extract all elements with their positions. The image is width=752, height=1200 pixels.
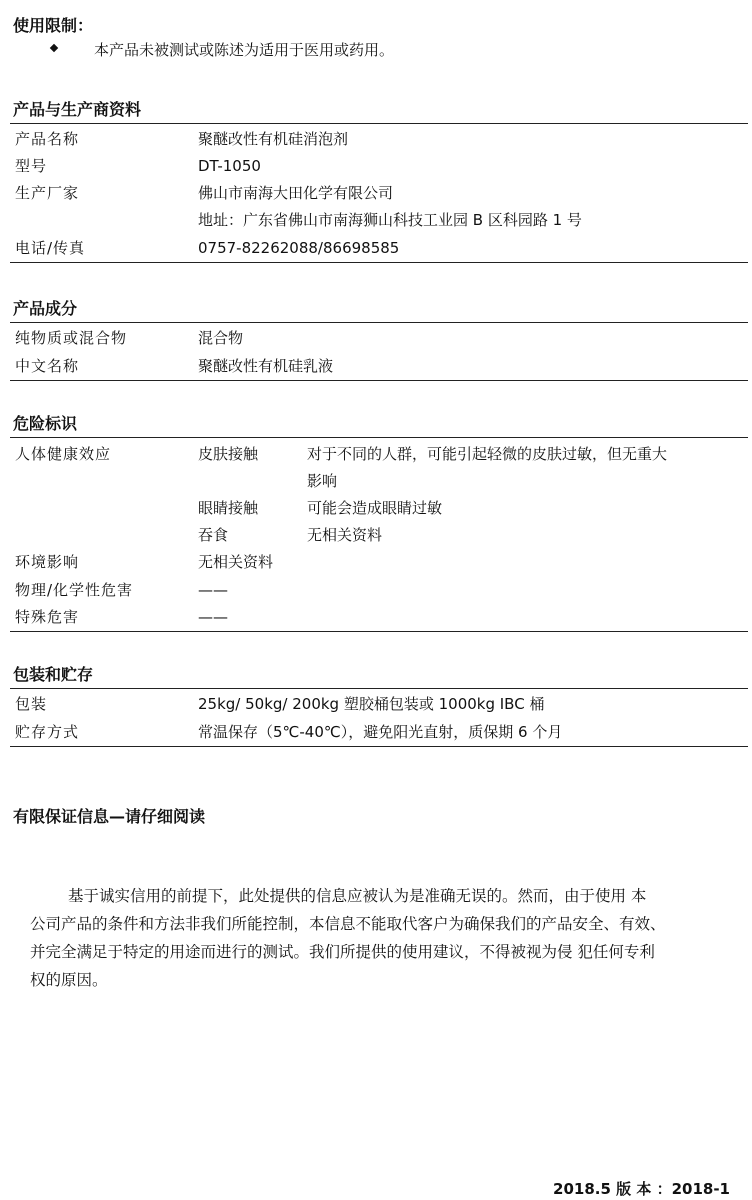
hazard-bottom-rule — [10, 631, 748, 632]
warranty-line: 并完全满足于特定的用途而进行的测试。我们所提供的使用建议，不得被视为侵 犯任何专利 — [30, 943, 655, 961]
physchem-hazard-value: —— — [198, 581, 228, 599]
skin-contact-label: 皮肤接触 — [198, 445, 259, 463]
warranty-line: 基于诚实信用的前提下，此处提供的信息应被认为是准确无误的。然而，由于使用 本 — [68, 887, 647, 905]
ingestion-label: 吞食 — [198, 526, 229, 544]
product-name-label: 产品名称 — [15, 130, 80, 148]
warranty-paragraph — [30, 882, 742, 994]
diamond-bullet-icon — [50, 44, 58, 52]
eye-contact-desc: 可能会造成眼睛过敏 — [307, 499, 443, 517]
model-label: 型号 — [15, 157, 48, 175]
skin-contact-desc-cont: 影响 — [307, 472, 338, 490]
health-effects-label: 人体健康效应 — [15, 445, 112, 463]
composition-top-rule — [10, 322, 748, 323]
product-info-top-rule — [10, 123, 748, 124]
packaging-title: 包装和贮存 — [13, 665, 94, 684]
usage-restriction-title: 使用限制： — [13, 16, 94, 35]
composition-title: 产品成分 — [13, 299, 78, 318]
environment-label: 环境影响 — [15, 553, 80, 571]
chinese-name-value: 聚醚改性有机硅乳液 — [198, 357, 334, 375]
eye-contact-label: 眼睛接触 — [198, 499, 259, 517]
ingestion-desc: 无相关资料 — [307, 526, 383, 544]
chinese-name-label: 中文名称 — [15, 357, 80, 375]
hazard-title: 危险标识 — [13, 414, 78, 433]
manufacturer-value: 佛山市南海大田化学有限公司 — [198, 184, 394, 202]
warranty-line: 权的原因。 — [30, 971, 108, 989]
phone-fax-value: 0757-82262088/86698585 — [198, 239, 400, 257]
phone-fax-label: 电话/传真 — [15, 239, 86, 257]
manufacturer-label: 生产厂家 — [15, 184, 80, 202]
special-hazard-value: —— — [198, 608, 228, 626]
packaging-bottom-rule — [10, 746, 748, 747]
environment-value: 无相关资料 — [198, 553, 274, 571]
composition-bottom-rule — [10, 380, 748, 381]
warranty-title: 有限保证信息—请仔细阅读 — [13, 807, 206, 826]
address-value: 地址：广东省佛山市南海狮山科技工业园 B 区科园路 1 号 — [198, 211, 582, 229]
substance-type-value: 混合物 — [198, 329, 244, 347]
product-name-value: 聚醚改性有机硅消泡剂 — [198, 130, 349, 148]
skin-contact-desc: 对于不同的人群，可能引起轻微的皮肤过敏，但无重大 — [307, 445, 668, 463]
hazard-top-rule — [10, 437, 748, 438]
packaging-value: 25kg/ 50kg/ 200kg 塑胶桶包装或 1000kg IBC 桶 — [198, 695, 545, 713]
product-info-title: 产品与生产商资料 — [13, 100, 142, 119]
storage-label: 贮存方式 — [15, 723, 80, 741]
product-info-bottom-rule — [10, 262, 748, 263]
storage-value: 常温保存（5℃-40℃），避免阳光直射，质保期 6 个月 — [198, 723, 563, 741]
usage-restriction-text: 本产品未被测试或陈述为适用于医用或药用。 — [94, 41, 395, 59]
version-footer: 2018.5 版 本 ：2018-1 — [553, 1180, 730, 1198]
packaging-top-rule — [10, 688, 748, 689]
physchem-hazard-label: 物理/化学性危害 — [15, 581, 134, 599]
substance-type-label: 纯物质或混合物 — [15, 329, 128, 347]
packaging-label: 包装 — [15, 695, 48, 713]
model-value: DT-1050 — [198, 157, 261, 175]
special-hazard-label: 特殊危害 — [15, 608, 80, 626]
warranty-line: 公司产品的条件和方法非我们所能控制，本信息不能取代客户为确保我们的产品安全、有效、 — [30, 915, 666, 933]
